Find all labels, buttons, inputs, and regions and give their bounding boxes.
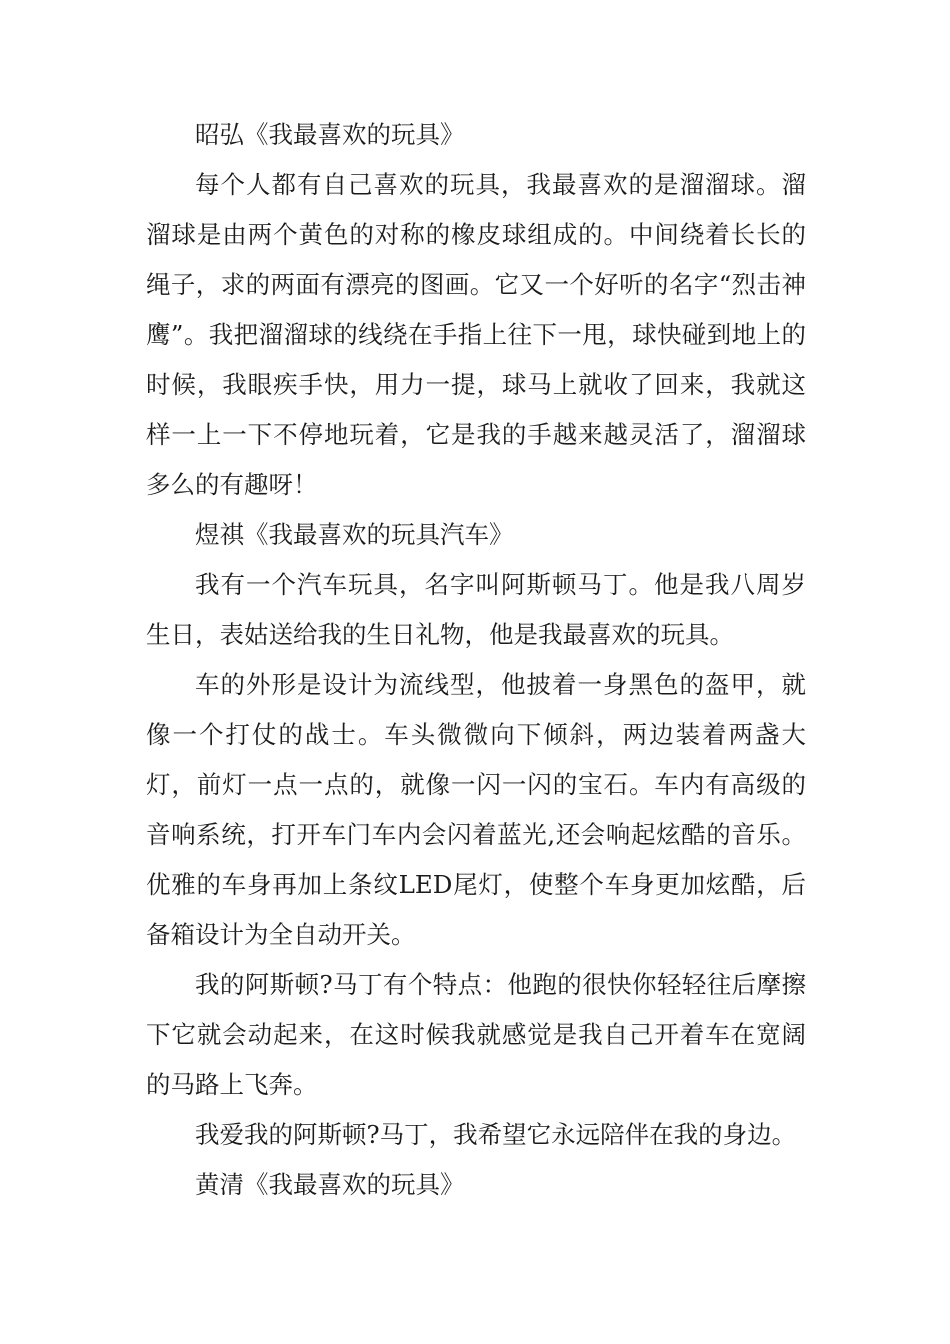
- paragraph-yoyo: 每个人都有自己喜欢的玩具，我最喜欢的是溜溜球。溜溜球是由两个黄色的对称的橡皮球组成的。中间绕着长长的绳子，求的两面有漂亮的图画。它又一个好听的名字“烈击神鹰”。我把溜溜球的线绕在手指上往下一甩，球快碰到地上的时候，我眼疾手快，用力一提，球马上就收了回来，我就这样一上一下不停地玩着，它是我的手越来越灵活了，溜溜球多么的有趣呀！: [146, 170, 806, 499]
- paragraph-car-appearance: 车的外形是设计为流线型，他披着一身黑色的盔甲，就像一个打仗的战士。车头微微向下倾斜，两边装着两盏大灯，前灯一点一点的，就像一闪一闪的宝石。车内有高级的音响系统，打开车门车内会闪着蓝光,还会响起炫酷的音乐。优雅的车身再加上条纹LED尾灯，使整个车身更加炫酷，后备箱设计为全自动开关。: [146, 670, 806, 949]
- paragraph-title-yuqi: 煜祺《我最喜欢的玩具汽车》: [195, 520, 514, 549]
- document-body: [146, 110, 806, 1210]
- paragraph-car-feature: 我的阿斯顿?马丁有个特点：他跑的很快你轻轻往后摩擦下它就会动起来，在这时候我就感觉是我自己开着车在宽阔的马路上飞奔。: [146, 970, 806, 1099]
- paragraph-title-huangqing: 黄清《我最喜欢的玩具》: [195, 1170, 465, 1199]
- paragraph-title-zhaohong: 昭弘《我最喜欢的玩具》: [195, 120, 465, 149]
- paragraph-car-intro: 我有一个汽车玩具，名字叫阿斯顿马丁。他是我八周岁生日，表姑送给我的生日礼物，他是我最喜欢的玩具。: [146, 570, 806, 649]
- paragraph-car-closing: 我爱我的阿斯顿?马丁，我希望它永远陪伴在我的身边。: [195, 1120, 797, 1149]
